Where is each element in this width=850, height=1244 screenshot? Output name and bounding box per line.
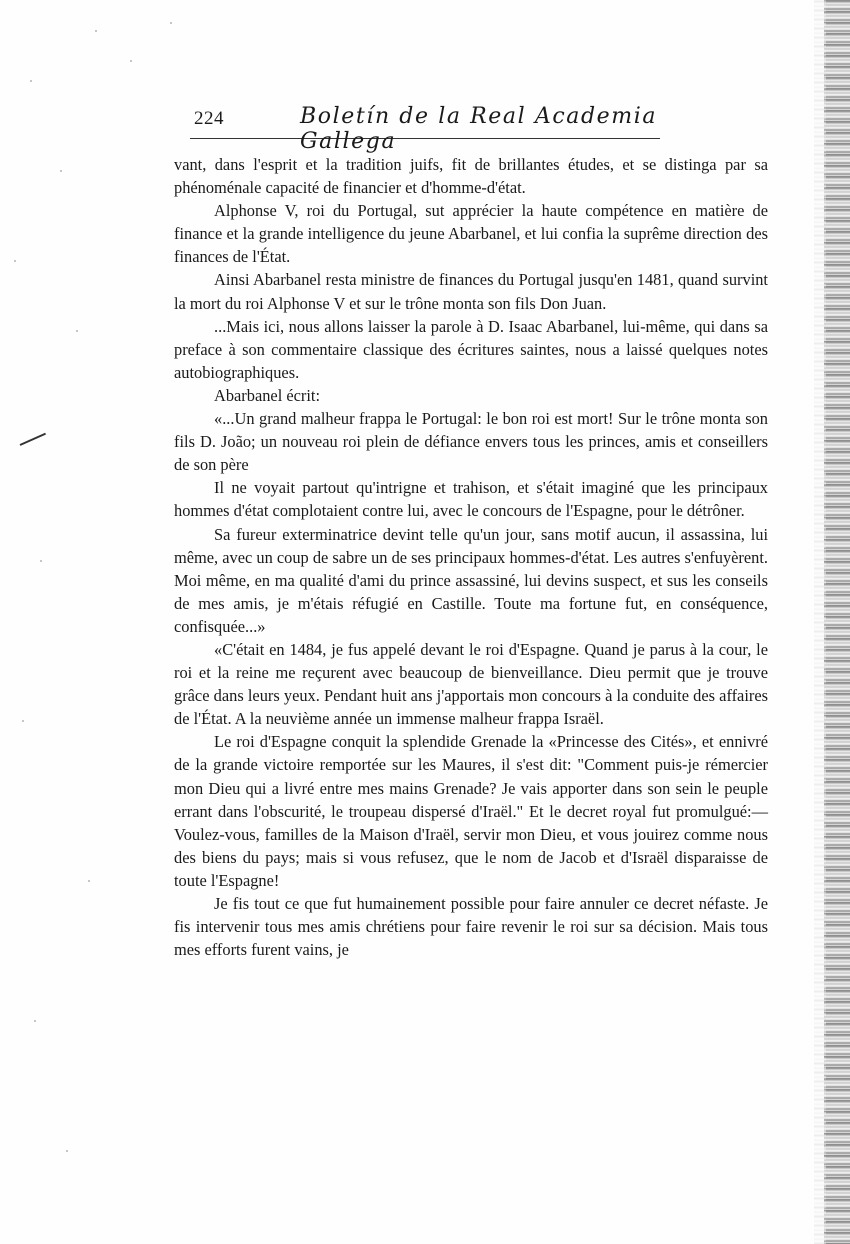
quoted-paragraph: Il ne voyait partout qu'intrigne et trahison, et s'était imaginé que les principaux hommes d'état complotaient contre lui, avec le concours de l'Espagne, pour le détrôner. <box>174 478 768 521</box>
running-title: Boletín de la Real Academia Gallega <box>300 104 658 154</box>
scan-speck <box>66 1150 68 1152</box>
quoted-paragraph: Le roi d'Espagne conquit la splendide Grenade la «Princesse des Cités», et ennivré de la grande victoire remportée sur les Maures, il s'est dit: "Comment puis-je rémercier mon Dieu qui a livré entre mes mains Grenade? Je vais apporter dans son sein le peuple errant dans l'obscurité, le troupeau dispersé d'Iraël." Et le decret royal fut promulgué:—Voulez-vous, familles de la Maison d'Iraël, servir mon Dieu, et vous jouirez comme nous des biens du pays; mais si vous refusez, que le nom de Jacob et d'Israël disparaisse de toute l'Espagne! <box>174 732 768 890</box>
scan-speck <box>88 880 90 882</box>
binding-edge <box>824 0 850 1244</box>
scan-speck <box>130 60 132 62</box>
paragraph: vant, dans l'esprit et la tradition juifs, fit de brillantes études, et se distinga par sa phénoménale capacité de financier et d'homme-d'état. <box>174 155 768 198</box>
quoted-paragraph: «C'était en 1484, je fus appelé devant le roi d'Espagne. Quand je parus à la cour, le roi et la reine me reçurent avec beaucoup de bienveillance. Dieu permit que je trouve grâce dans leurs yeux. Pendant huit ans j'apportais mon concours à la conduite des affaires de l'État. A la neuvième année un immense malheur frappa Israël. <box>174 639 768 729</box>
scan-speck <box>14 260 16 262</box>
quoted-paragraph: Sa fureur exterminatrice devint telle qu'un jour, sans motif aucun, il assassina, lui même, avec un coup de sabre un de ses principaux hommes-d'état. Les autres s'enfuyèrent. Moi même, en ma qualité d'ami du prince assassiné, lui devins suspect, et sus les conseils de mes amis, je m'étais réfugié en Castille. Toute ma fortune fut, en conséquence, confisquée...» <box>174 524 768 636</box>
running-header <box>190 104 660 154</box>
scan-speck <box>30 80 32 82</box>
paragraph: Abarbanel écrit: <box>214 385 321 405</box>
paragraph: ...Mais ici, nous allons laisser la parole à D. Isaac Abarbanel, lui-même, qui dans sa preface à son commentaire classique des écritures saintes, nous a laissé quelques notes autobiographiques. <box>174 316 768 382</box>
scan-speck <box>22 720 24 722</box>
paragraph: Ainsi Abarbanel resta ministre de finances du Portugal jusqu'en 1481, quand survint la mort du roi Alphonse V et sur le trône monta son fils Don Juan. <box>174 270 768 313</box>
paragraph: Alphonse V, roi du Portugal, sut apprécier la haute compétence en matière de finance et la grande intelligence du jeune Abarbanel, et lui confia la suprême direction des finances de l'État. <box>174 201 768 267</box>
margin-pen-mark <box>20 433 46 446</box>
scan-speck <box>95 30 97 32</box>
page-number: 224 <box>194 108 224 129</box>
scan-speck <box>76 330 78 332</box>
body-text <box>174 153 768 961</box>
quoted-paragraph: Je fis tout ce que fut humainement possible pour faire annuler ce decret néfaste. Je fis intervenir tous mes amis chrétiens pour faire revenir le roi sur sa décision. Mais tous mes efforts furent vains, je <box>174 894 768 960</box>
scan-speck <box>60 170 62 172</box>
scan-speck <box>170 22 172 24</box>
quoted-paragraph: «...Un grand malheur frappa le Portugal: le bon roi est mort! Sur le trône monta son fils D. João; un nouveau roi plein de défiance envers tous les princes, amis et conseillers de son père <box>174 409 768 475</box>
scan-speck <box>40 560 42 562</box>
scan-speck <box>34 1020 36 1022</box>
